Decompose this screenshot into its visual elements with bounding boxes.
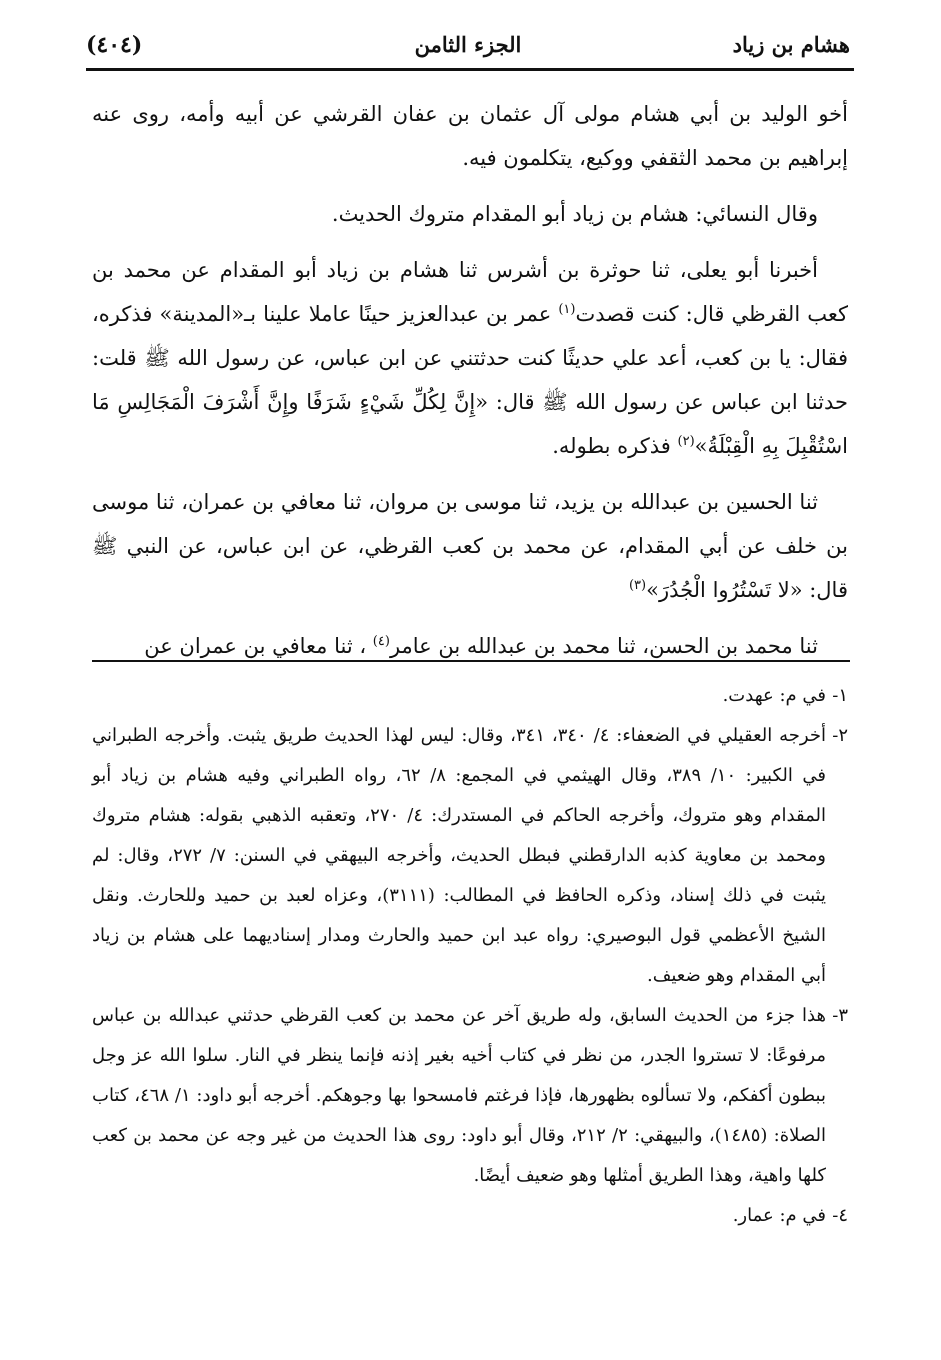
- footnote-text: في م: عمار.: [732, 1205, 826, 1226]
- paragraph-4: [92, 480, 848, 612]
- footnote-1: [92, 676, 848, 716]
- footnote-ref-2[interactable]: (٢): [677, 434, 695, 449]
- header-divider: [86, 68, 854, 71]
- paragraph-3-text-a: أخبرنا أبو يعلى، ثنا حوثرة بن أشرس ثنا هشام بن زياد أبو المقدام عن محمد بن كعب القرظي قال: كنت قصدت: [92, 258, 848, 326]
- paragraph-3-text-b: عمر بن عبدالعزيز حينًا عاملا علينا بـ«المدينة» فذكره، فقال: يا بن كعب، أعد علي حديثًا كنت حدثتني عن ابن عباس، عن رسول الله ﷺ قلت: حدثنا ابن عباس عن رسول الله ﷺ قال: «إِنَّ لِكُلِّ شَيْءٍ شَرَفًا وإِنَّ أَشْرَفَ الْمَجَالِسِ مَا اسْتُقْبِلَ بِهِ الْقِبْلَةُ»: [92, 302, 848, 458]
- footnotes: [92, 676, 848, 1236]
- footnote-2: [92, 716, 848, 996]
- part-title: الجزء الثامن: [414, 32, 522, 57]
- footnote-divider: [92, 660, 850, 662]
- footnote-text: هذا جزء من الحديث السابق، وله طريق آخر عن محمد بن كعب القرظي حدثني عبدالله بن عباس مرفوعًا: لا تستروا الجدر، من نظر في كتاب أخيه بغير إذنه فإنما ينظر في النار. سلوا الله عز وجل ببطون أكفكم، ولا تسألوه بظهورها، فإذا فرغتم فامسحوا بها وجوهكم. أخرجه أبو داود: ١/ ٤٦٨، كتاب الصلاة: (١٤٨٥)، والبيهقي: ٢/ ٢١٢، وقال أبو داود: روى هذا الحديث من غير وجه عن محمد بن كعب كلها واهية، وهذا الطريق أمثلها وهو ضعيف أيضًا.: [92, 1005, 826, 1186]
- paragraph-4-text-a: ثنا الحسين بن عبدالله بن يزيد، ثنا موسى بن مروان، ثنا معافي بن عمران، ثنا موسى بن خلف عن أبي المقدام، عن محمد بن كعب القرظي، عن ابن عباس، عن النبي ﷺ قال: «لا تَسْتُرُوا الْجُدُرَ»: [92, 490, 848, 602]
- footnote-number: ٣-: [832, 1005, 848, 1026]
- paragraph-2: وقال النسائي: هشام بن زياد أبو المقدام متروك الحديث.: [331, 202, 818, 226]
- page-header: [86, 30, 850, 70]
- paragraph-3-text-c: فذكره بطوله.: [552, 434, 678, 458]
- footnote-number: ٤-: [832, 1205, 848, 1226]
- footnote-ref-3[interactable]: (٣): [628, 578, 647, 593]
- paragraph-1: أخو الوليد بن أبي هشام مولى آل عثمان بن عفان القرشي عن أبيه وأمه، روى عنه إبراهيم بن محمد الثقفي ووكيع، يتكلمون فيه.: [92, 102, 848, 170]
- footnote-text: في م: عهدت.: [722, 685, 826, 706]
- page-number: (٤٠٤): [86, 32, 143, 58]
- footnote-4: [92, 1196, 848, 1236]
- footnote-ref-4[interactable]: (٤): [372, 634, 390, 649]
- footnote-number: ٢-: [832, 725, 848, 746]
- footnote-text: أخرجه العقيلي في الضعفاء: ٤/ ٣٤٠، ٣٤١، وقال: ليس لهذا الحديث طريق يثبت. وأخرجه الطبراني في الكبير: ١٠/ ٣٨٩، وقال الهيثمي في المجمع: ٨/ ٦٢، رواه الطبراني وفيه هشام بن زياد أبو المقدام وهو متروك، وأخرجه الحاكم في المستدرك: ٤/ ٢٧٠، وتعقبه الذهبي بقوله: هشام متروك ومحمد بن معاوية كذبه الدارقطني فبطل الحديث، وأخرجه البيهقي في السنن: ٧/ ٢٧٢، وقال: لم يثبت في ذلك إسناد، وذكره الحافظ في المطالب: (٣١١١)، وعزاه لعبد بن حميد وللحارث. ونقل الشيخ الأعظمي قول البوصيري: رواه عبد ابن حميد والحارث ومدار إسناديهما على هشام بن زياد أبي المقدام وهو ضعيف.: [92, 725, 827, 986]
- footnote-number: ١-: [832, 685, 848, 706]
- footnote-3: [92, 996, 848, 1196]
- entry-name: هشام بن زياد: [732, 32, 850, 57]
- main-text: [92, 92, 848, 680]
- paragraph-5-text-b: ، ثنا معافي بن عمران عن: [144, 634, 373, 658]
- paragraph-5-text-a: ثنا محمد بن الحسن، ثنا محمد بن عبدالله بن عامر: [389, 634, 818, 658]
- footnote-ref-1[interactable]: (١): [558, 302, 576, 317]
- paragraph-3: [92, 248, 848, 468]
